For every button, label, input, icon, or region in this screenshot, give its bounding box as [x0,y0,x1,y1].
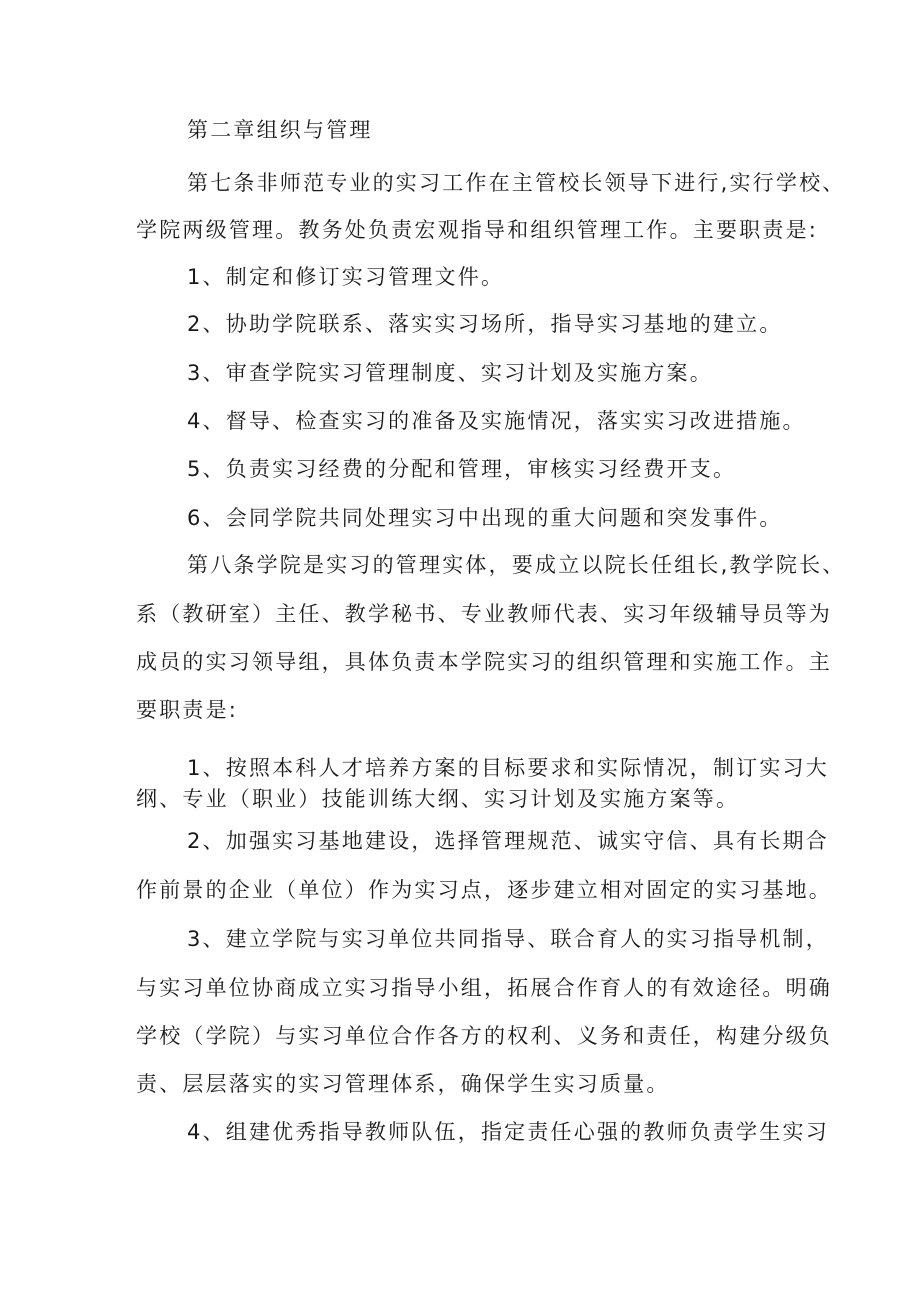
article8-line1: 第八条学院是实习的管理实体，要成立以院长任组长,教学院长、 [187,553,846,577]
chapter-title: 第二章组织与管理 [187,118,373,142]
item3-line4: 责、层层落实的实习管理体系，确保学生实习质量。 [136,1072,670,1096]
article8-line4: 要职责是: [136,698,239,722]
item3-line3: 学校（学院）与实习单位合作各方的权利、义务和责任，构建分级负 [136,1024,832,1048]
article7-line1: 第七条非师范专业的实习工作在主管校长领导下进行,实行学校、 [187,171,846,195]
item2-line1: 2、加强实习基地建设，选择管理规范、诚实守信、具有长期合 [187,829,829,853]
item2-line2: 作前景的企业（单位）作为实习点，逐步建立相对固定的实习基地。 [136,878,832,902]
article7-item-3: 3、审查学院实习管理制度、实习计划及实施方案。 [187,361,713,385]
article8-line2: 系（教研室）主任、教学秘书、专业教师代表、实习年级辅导员等为 [136,602,832,626]
article7-item-6: 6、会同学院共同处理实习中出现的重大问题和突发事件。 [187,506,783,530]
article7-item-1: 1、制定和修订实习管理文件。 [187,265,505,289]
item4-line1: 4、组建优秀指导教师队伍，指定责任心强的教师负责学生实习 [187,1120,829,1144]
item1-line2: 纲、专业（职业）技能训练大纲、实习计划及实施方案等。 [136,787,740,811]
item3-line2: 与实习单位协商成立实习指导小组，拓展合作育人的有效途径。明确 [136,976,832,1000]
item1-line1: 1、按照本科人才培养方案的目标要求和实际情况，制订实习大 [187,756,829,780]
article7-item-2: 2、协助学院联系、落实实习场所，指导实习基地的建立。 [187,312,783,336]
article7-item-4: 4、督导、检查实习的准备及实施情况，落实实习改进措施。 [187,409,806,433]
article7-line2: 学院两级管理。教务处负责宏观指导和组织管理工作。主要职责是: [136,218,819,242]
article8-line3: 成员的实习领导组，具体负责本学院实习的组织管理和实施工作。主 [136,650,832,674]
item3-line1: 3、建立学院与实习单位共同指导、联合育人的实习指导机制， [187,927,829,951]
article7-item-5: 5、负责实习经费的分配和管理，审核实习经费开支。 [187,457,737,481]
